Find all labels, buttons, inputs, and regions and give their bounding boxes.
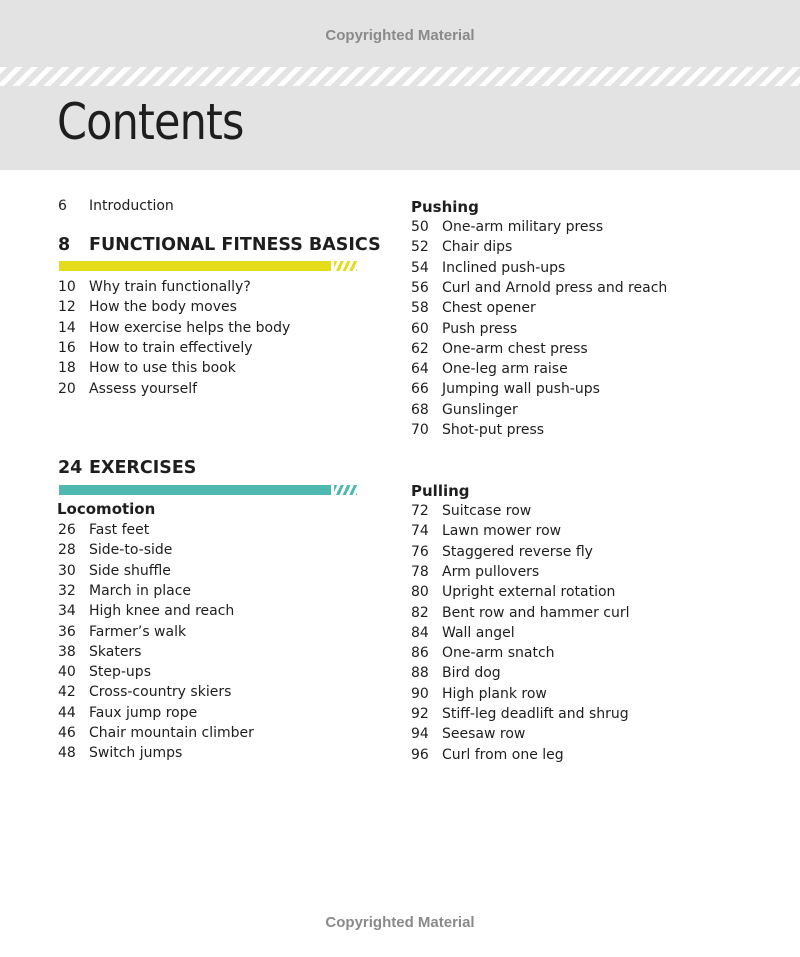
entry-label: One-leg arm raise [442,361,568,378]
page-number: 52 [411,239,429,256]
entry-label: Bent row and hammer curl [442,604,630,621]
section-heading-pushing: Pushing [411,198,479,216]
entry-label: Arm pullovers [442,563,540,580]
entry-label: Curl and Arnold press and reach [442,279,668,296]
entry-label: Fast feet [89,522,150,538]
chapter-bar-teal [59,485,356,495]
page-number: 30 [58,562,76,579]
entry-label: Upright external rotation [442,584,616,601]
page-number: 66 [411,381,429,398]
page-number: 70 [411,422,429,438]
entry-label: Faux jump rope [89,704,198,721]
entry-label: How to train effectively [89,339,253,356]
entry-label: Chair dips [442,239,513,256]
page-number: 96 [411,746,429,763]
page-number: 6 [58,198,67,214]
page-number: 86 [411,645,429,662]
page-number: 36 [58,623,76,640]
page-number: 32 [58,582,76,599]
entry-label: Side-to-side [89,542,173,559]
page-number: 20 [58,380,76,397]
chapter-number: 24 [58,458,83,478]
page-number: 12 [58,299,76,316]
entry-label: High knee and reach [89,603,235,620]
entry-label: Suitcase row [442,503,532,519]
page-number: 90 [411,685,429,702]
page-number: 14 [58,319,76,336]
entry-label: Why train functionally? [89,279,251,295]
page-number: 76 [411,543,429,560]
chapter-title: FUNCTIONAL FITNESS BASICS [89,235,381,255]
copyright-top: Copyrighted Material [325,27,475,44]
entry-label: Introduction [89,198,174,214]
page-number: 82 [411,604,429,621]
page-number: 50 [411,219,429,235]
page-number: 38 [58,643,76,660]
page-number: 84 [411,624,429,641]
entry-label: Staggered reverse fly [442,543,593,560]
entry-label: Gunslinger [442,401,518,418]
entry-label: Stiff-leg deadlift and shrug [442,706,629,722]
chapter-number: 8 [58,235,71,255]
page-number: 94 [411,726,429,743]
page-number: 74 [411,523,429,540]
page-number: 42 [58,684,76,701]
entry-label: Skaters [89,643,142,660]
entry-label: Wall angel [442,624,515,641]
entry-label: Farmer’s walk [89,623,187,640]
entry-label: How the body moves [89,299,237,316]
section-heading-locomotion: Locomotion [57,500,156,518]
page-number: 10 [58,279,76,295]
page-number: 88 [411,665,429,682]
entry-label: Step-ups [89,664,151,681]
entry-label: How exercise helps the body [89,319,291,336]
page-number: 62 [411,340,429,357]
entry-label: One-arm chest press [442,340,588,357]
chapter-bar-yellow [59,261,356,271]
page-number: 48 [58,745,76,762]
entry-label: Lawn mower row [442,523,562,540]
page-title: Contents [57,93,244,151]
page-number: 92 [411,706,429,722]
entry-label: Side shuffle [89,562,171,579]
entry-label: Cross-country skiers [89,684,232,701]
entry-label: Seesaw row [442,726,526,743]
page-number: 58 [411,300,429,317]
entry-label: Shot-put press [442,422,545,438]
page-number: 40 [58,664,76,681]
page-number: 44 [58,704,76,721]
entry-label: Bird dog [442,665,501,682]
page-number: 56 [411,279,429,296]
page-number: 60 [411,320,429,337]
page-number: 34 [58,603,76,620]
page-number: 46 [58,725,76,741]
page-number: 68 [411,401,429,418]
entry-label: Curl from one leg [442,746,564,763]
section-heading-pulling: Pulling [411,482,470,500]
page-number: 64 [411,361,429,378]
decorative-stripe [0,67,800,86]
page-number: 18 [58,360,76,377]
entry-label: Chest opener [442,300,536,317]
entry-label: Switch jumps [89,745,183,762]
page-number: 78 [411,563,429,580]
page-number: 16 [58,339,76,356]
entry-label: High plank row [442,685,547,702]
entry-label: Push press [442,320,518,337]
entry-label: March in place [89,582,192,599]
entry-label: Inclined push-ups [442,259,566,276]
page-number: 80 [411,584,429,601]
page-number: 26 [58,522,76,538]
page-number: 72 [411,503,429,519]
chapter-title: EXERCISES [89,458,197,478]
entry-label: One-arm military press [442,219,604,235]
entry-label: Chair mountain climber [89,725,254,741]
copyright-bottom: Copyrighted Material [325,914,475,931]
entry-label: One-arm snatch [442,645,555,662]
entry-label: How to use this book [89,360,236,377]
entry-label: Jumping wall push-ups [442,381,600,398]
entry-label: Assess yourself [89,380,198,397]
page-number: 28 [58,542,76,559]
page-number: 54 [411,259,429,276]
